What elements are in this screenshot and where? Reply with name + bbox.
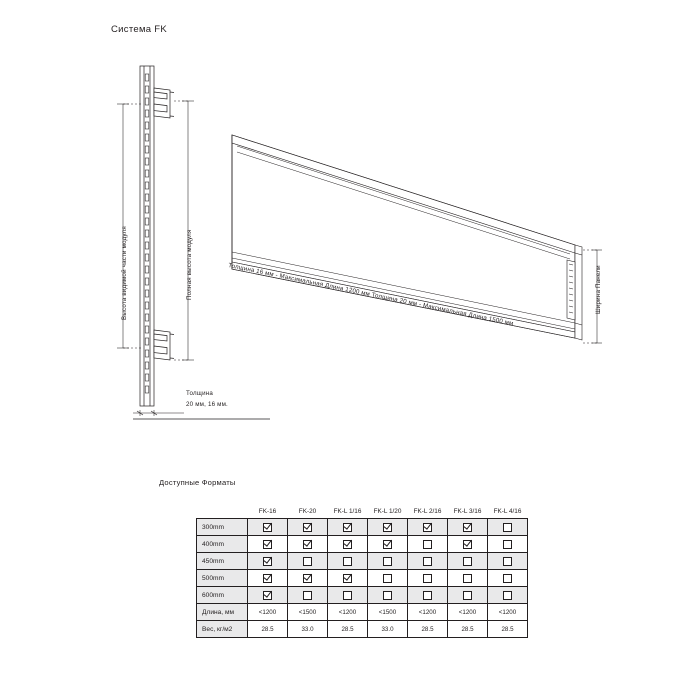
checkbox-cell (368, 553, 408, 570)
checkbox-cell (488, 587, 528, 604)
checkbox-cell (248, 553, 288, 570)
column-header: FK-16 (248, 494, 288, 519)
value-cell: <1200 (448, 604, 488, 621)
checkbox-cell (448, 570, 488, 587)
checkbox-cell (448, 553, 488, 570)
row-label: 300mm (197, 519, 248, 536)
row-label: 500mm (197, 570, 248, 587)
checkbox-empty-icon (463, 574, 472, 583)
table-row (197, 570, 528, 587)
checkbox-cell (408, 570, 448, 587)
column-header: FK-L 1/20 (368, 494, 408, 519)
checkbox-cell (248, 570, 288, 587)
checkbox-empty-icon (343, 557, 352, 566)
checkbox-checked-icon (263, 574, 272, 583)
formats-table (196, 494, 528, 638)
checkbox-cell (408, 536, 448, 553)
label-module-full-height: Полная высота модуля (186, 229, 193, 300)
checkbox-empty-icon (303, 591, 312, 600)
checkbox-cell (488, 519, 528, 536)
value-cell: 28.5 (328, 621, 368, 638)
checkbox-empty-icon (383, 574, 392, 583)
label-thickness-title: Толщина (186, 390, 214, 397)
checkbox-empty-icon (503, 523, 512, 532)
checkbox-cell (368, 536, 408, 553)
checkbox-checked-icon (303, 540, 312, 549)
value-cell: <1200 (408, 604, 448, 621)
column-header: FK-L 2/16 (408, 494, 448, 519)
value-cell: 33.0 (368, 621, 408, 638)
checkbox-cell (328, 553, 368, 570)
label-panel-width: Ширина Панели (595, 265, 602, 314)
checkbox-empty-icon (463, 591, 472, 600)
checkbox-empty-icon (503, 557, 512, 566)
row-label: 400mm (197, 536, 248, 553)
checkbox-checked-icon (263, 557, 272, 566)
table-row (197, 587, 528, 604)
row-label: Вес, кг/м2 (197, 621, 248, 638)
checkbox-cell (248, 536, 288, 553)
checkbox-checked-icon (303, 574, 312, 583)
value-cell: 28.5 (248, 621, 288, 638)
checkbox-cell (488, 536, 528, 553)
value-cell: 28.5 (488, 621, 528, 638)
checkbox-cell (288, 519, 328, 536)
value-cell: 28.5 (448, 621, 488, 638)
checkbox-empty-icon (503, 591, 512, 600)
checkbox-cell (328, 587, 368, 604)
checkbox-empty-icon (383, 591, 392, 600)
row-label: Длина, мм (197, 604, 248, 621)
checkbox-checked-icon (263, 591, 272, 600)
label-thickness-values: 20 мм, 16 мм. (186, 401, 228, 408)
table-corner (197, 494, 248, 519)
value-cell: <1200 (248, 604, 288, 621)
checkbox-empty-icon (423, 591, 432, 600)
value-cell: <1200 (328, 604, 368, 621)
value-cell: 28.5 (408, 621, 448, 638)
checkbox-empty-icon (423, 574, 432, 583)
checkbox-cell (248, 519, 288, 536)
table-header-row (197, 494, 528, 519)
checkbox-checked-icon (383, 540, 392, 549)
column-header: FK-L 4/16 (488, 494, 528, 519)
checkbox-checked-icon (463, 523, 472, 532)
checkbox-checked-icon (383, 523, 392, 532)
checkbox-cell (328, 519, 368, 536)
checkbox-empty-icon (343, 591, 352, 600)
checkbox-cell (488, 570, 528, 587)
checkbox-checked-icon (263, 540, 272, 549)
formats-caption: Доступные Форматы (159, 478, 236, 487)
formats-table-head (197, 494, 528, 519)
checkbox-empty-icon (503, 540, 512, 549)
checkbox-cell (408, 519, 448, 536)
checkbox-cell (288, 536, 328, 553)
checkbox-cell (288, 553, 328, 570)
table-row (197, 536, 528, 553)
table-row-weight (197, 621, 528, 638)
checkbox-cell (488, 553, 528, 570)
checkbox-cell (248, 587, 288, 604)
formats-table-body (197, 519, 528, 638)
label-module-visible-height: Высота видимой части модуля (121, 226, 128, 320)
value-cell: <1200 (488, 604, 528, 621)
checkbox-cell (328, 536, 368, 553)
checkbox-empty-icon (503, 574, 512, 583)
checkbox-checked-icon (343, 574, 352, 583)
page-title: Система FK (111, 24, 168, 35)
checkbox-cell (408, 553, 448, 570)
checkbox-empty-icon (423, 557, 432, 566)
value-cell: <1500 (368, 604, 408, 621)
value-cell: 33.0 (288, 621, 328, 638)
table-row (197, 553, 528, 570)
checkbox-checked-icon (263, 523, 272, 532)
table-row-length (197, 604, 528, 621)
column-header: FK-20 (288, 494, 328, 519)
checkbox-empty-icon (383, 557, 392, 566)
checkbox-cell (288, 587, 328, 604)
value-cell: <1500 (288, 604, 328, 621)
checkbox-cell (448, 587, 488, 604)
checkbox-empty-icon (423, 540, 432, 549)
checkbox-cell (408, 587, 448, 604)
checkbox-cell (448, 519, 488, 536)
checkbox-cell (328, 570, 368, 587)
checkbox-cell (368, 519, 408, 536)
checkbox-cell (368, 587, 408, 604)
checkbox-cell (448, 536, 488, 553)
checkbox-empty-icon (303, 557, 312, 566)
checkbox-empty-icon (463, 557, 472, 566)
checkbox-cell (368, 570, 408, 587)
table-row (197, 519, 528, 536)
checkbox-checked-icon (343, 523, 352, 532)
label-panel-length-note: Толщина 16 мм - Максимальная Длина 1200 мм Толщина 20 мм - Максимальная Длина 1500 мм (227, 262, 515, 328)
checkbox-checked-icon (343, 540, 352, 549)
row-label: 600mm (197, 587, 248, 604)
checkbox-cell (288, 570, 328, 587)
column-header: FK-L 3/16 (448, 494, 488, 519)
checkbox-checked-icon (303, 523, 312, 532)
checkbox-checked-icon (423, 523, 432, 532)
column-header: FK-L 1/16 (328, 494, 368, 519)
row-label: 450mm (197, 553, 248, 570)
checkbox-checked-icon (463, 540, 472, 549)
